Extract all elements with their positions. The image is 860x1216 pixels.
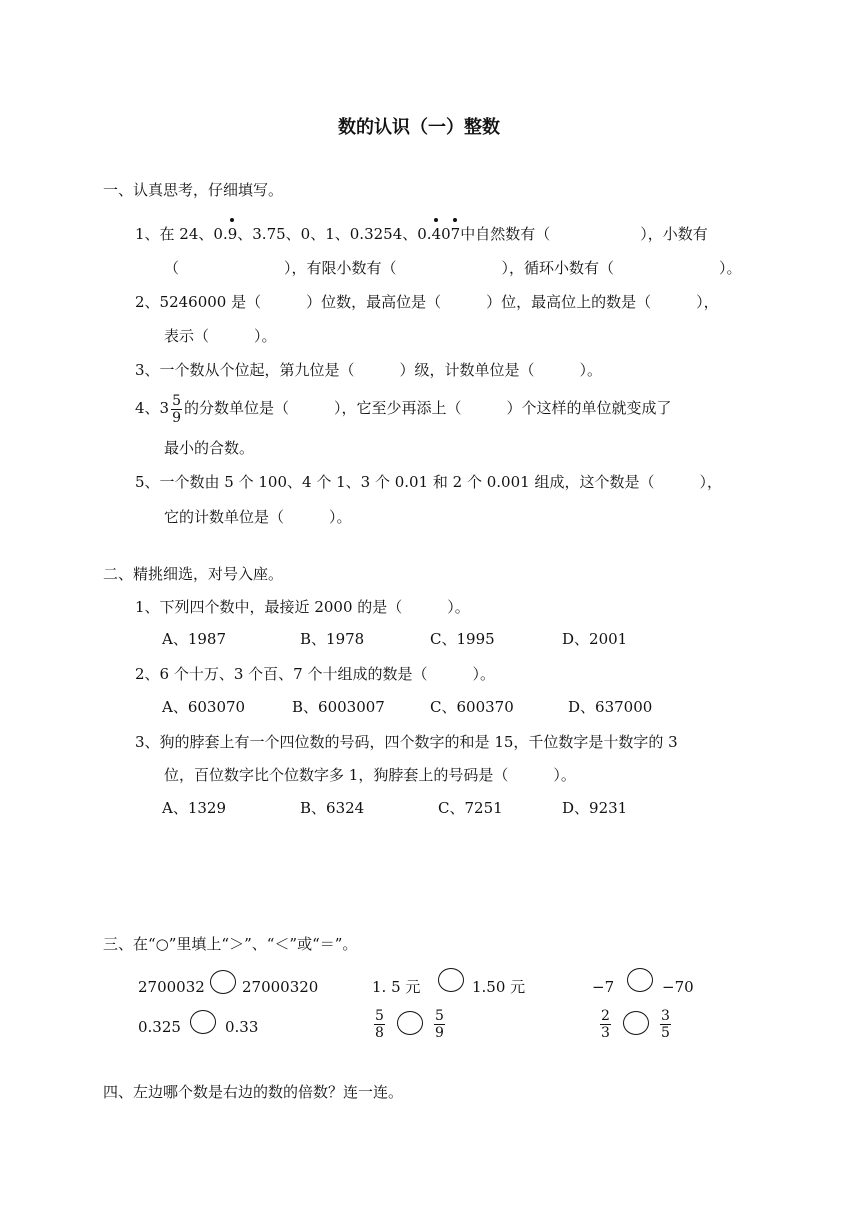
repeating-dot-4: 4 <box>431 225 442 243</box>
compare-5-left: $\frac{5}{8}$ <box>375 1008 384 1041</box>
s2-q1-option-b: B、1978 <box>300 630 365 648</box>
s1-q4-line2: 最小的合数。 <box>164 439 255 457</box>
s2-q1: 1、下列四个数中，最接近 2000 的是（ ）。 <box>135 598 470 616</box>
s1-q2-line2: 表示（ ）。 <box>164 327 277 345</box>
s2-q2: 2、6 个十万、3 个百、7 个十组成的数是（ ）。 <box>135 665 495 683</box>
compare-6-circle[interactable] <box>623 1011 649 1035</box>
s2-q1-option-d: D、2001 <box>562 630 628 648</box>
s2-q3-option-d: D、9231 <box>562 799 628 817</box>
s2-q1-option-a: A、1987 <box>162 630 227 648</box>
s1-q4-line1: 4、3 $\frac{5}{9}$ 的分数单位是（ ），它至少再添上（ ）个这样的单位就变成了 <box>135 392 672 426</box>
s2-q2-option-b: B、6003007 <box>292 698 385 716</box>
s2-q3-option-a: A、1329 <box>162 799 227 817</box>
s2-q2-option-a: A、603070 <box>162 698 246 716</box>
compare-1-right: 27000320 <box>242 978 319 996</box>
compare-3-circle[interactable] <box>627 968 653 992</box>
s1-q3: 3、一个数从个位起，第九位是（ ）级，计数单位是（ ）。 <box>135 361 603 379</box>
compare-3-right: −70 <box>662 978 694 996</box>
compare-4-left: 0.325 <box>138 1018 181 1036</box>
compare-6-right: $\frac{3}{5}$ <box>661 1008 670 1041</box>
s1-q1-line1: 1、在 24、0.9、3.75、0、1、0.3254、0.407中自然数有（ ），小数有 <box>135 225 708 243</box>
s2-q3-line1: 3、狗的脖套上有一个四位数的号码，四个数字的和是 15，千位数字是十数字的 3 <box>135 733 678 751</box>
compare-4-right: 0.33 <box>225 1018 259 1036</box>
compare-6-left: $\frac{2}{3}$ <box>601 1008 610 1041</box>
s1-q1-line2: （ ），有限小数有（ ），循环小数有（ ）。 <box>164 259 742 277</box>
compare-5-circle[interactable] <box>397 1011 423 1035</box>
compare-2-left: 1. 5 元 <box>372 978 421 996</box>
s2-q1-option-c: C、1995 <box>430 630 495 648</box>
section-2-heading: 二、精挑细选，对号入座。 <box>103 565 284 583</box>
page-title: 数的认识（一）整数 <box>338 117 500 138</box>
s1-q2-line1: 2、5246000 是（ ）位数，最高位是（ ）位，最高位上的数是（ ）， <box>135 293 719 311</box>
s2-q2-option-d: D、637000 <box>568 698 653 716</box>
section-4-heading: 四、左边哪个数是右边的数的倍数？连一连。 <box>103 1083 404 1101</box>
s2-q3-option-c: C、7251 <box>438 799 503 817</box>
compare-4-circle[interactable] <box>190 1010 216 1034</box>
s2-q2-option-c: C、600370 <box>430 698 514 716</box>
compare-1-circle[interactable] <box>210 970 236 994</box>
compare-5-right: $\frac{5}{9}$ <box>435 1008 444 1041</box>
s2-q3-option-b: B、6324 <box>300 799 365 817</box>
s1-q5-line2: 它的计数单位是（ ）。 <box>164 508 352 526</box>
s1-q5-line1: 5、一个数由 5 个 100、4 个 1、3 个 0.01 和 2 个 0.001 组成，这个数是（ ）， <box>135 473 722 491</box>
section-3-heading: 三、在“○”里填上“＞”、“＜”或“＝”。 <box>103 935 358 953</box>
compare-2-circle[interactable] <box>438 968 464 992</box>
compare-1-left: 2700032 <box>138 978 205 996</box>
repeating-dot-7: 7 <box>450 225 461 243</box>
section-1-heading: 一、认真思考，仔细填写。 <box>103 181 284 199</box>
s2-q3-line2: 位，百位数字比个位数字多 1，狗脖套上的号码是（ ）。 <box>164 766 576 784</box>
fraction-5-9: $\frac{5}{9}$ <box>172 392 182 426</box>
repeating-dot-9: 9 <box>227 225 238 243</box>
compare-2-right: 1.50 元 <box>472 978 526 996</box>
compare-3-left: −7 <box>592 978 615 996</box>
